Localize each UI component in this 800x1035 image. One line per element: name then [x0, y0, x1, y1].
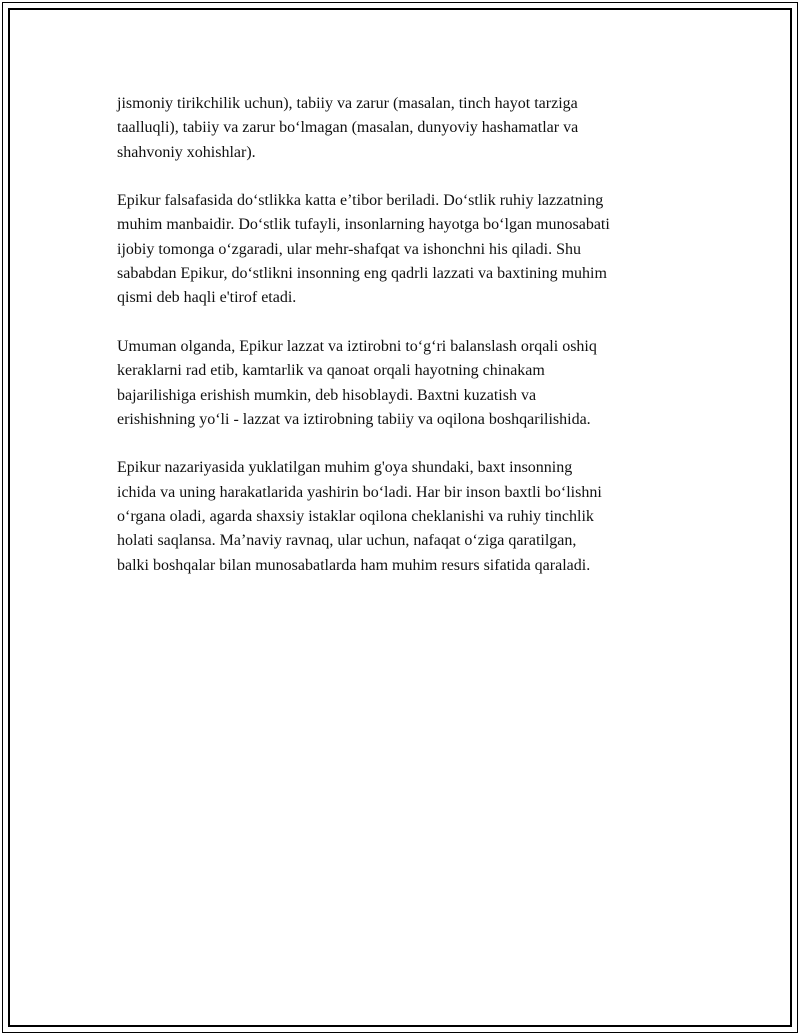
text-line: balki boshqalar bilan munosabatlarda ham muhim resurs sifatida qaraladi.: [117, 556, 591, 574]
text-line: taalluqli), tabiiy va zarur bo‘lmagan (masalan, dunyoviy hashamatlar va: [117, 119, 579, 137]
paragraph-happiness: [117, 456, 717, 577]
text-line: shahvoniy xohishlar).: [117, 143, 256, 161]
text-line: muhim manbaidir. Do‘stlik tufayli, insonlarning hayotga bo‘lgan munosabati: [117, 216, 610, 234]
text-line: ichida va uning harakatlarida yashirin bo‘ladi. Har bir inson baxtli bo‘lishni: [117, 483, 602, 501]
text-line: ijobiy tomonga o‘zgaradi, ular mehr-shafqat va ishonchni his qiladi. Shu: [117, 240, 582, 258]
text-line: Epikur nazariyasida yuklatilgan muhim g'oya shundaki, baxt insonning: [117, 459, 573, 477]
text-line: Umuman olganda, Epikur lazzat va iztirobni to‘g‘ri balanslash orqali oshiq: [117, 337, 597, 355]
document-body: [117, 92, 717, 602]
text-line: erishishning yo‘li - lazzat va iztirobning tabiiy va oqilona boshqarilishida.: [117, 410, 591, 428]
text-line: keraklarni rad etib, kamtarlik va qanoat orqali hayotning chinakam: [117, 362, 545, 380]
text-line: jismoniy tirikchilik uchun), tabiiy va zarur (masalan, tinch hayot tarziga: [117, 95, 578, 112]
paragraph-friendship: [117, 189, 717, 310]
text-line: qismi deb haqli e'tirof etadi.: [117, 289, 297, 307]
text-line: o‘rgana oladi, agarda shaxsiy istaklar oqilona cheklanishi va ruhiy tinchlik: [117, 508, 594, 526]
paragraph-balance: [117, 335, 717, 432]
text-line: Epikur falsafasida do‘stlikka katta e’tibor beriladi. Do‘stlik ruhiy lazzatning: [117, 192, 604, 210]
paragraph-desire-types: [117, 92, 717, 165]
text-line: holati saqlansa. Ma’naviy ravnaq, ular uchun, nafaqat o‘ziga qaratilgan,: [117, 532, 577, 550]
text-line: bajarilishiga erishish mumkin, deb hisoblaydi. Baxtni kuzatish va: [117, 386, 537, 404]
text-line: sababdan Epikur, do‘stlikni insonning eng qadrli lazzati va baxtining muhim: [117, 265, 607, 283]
